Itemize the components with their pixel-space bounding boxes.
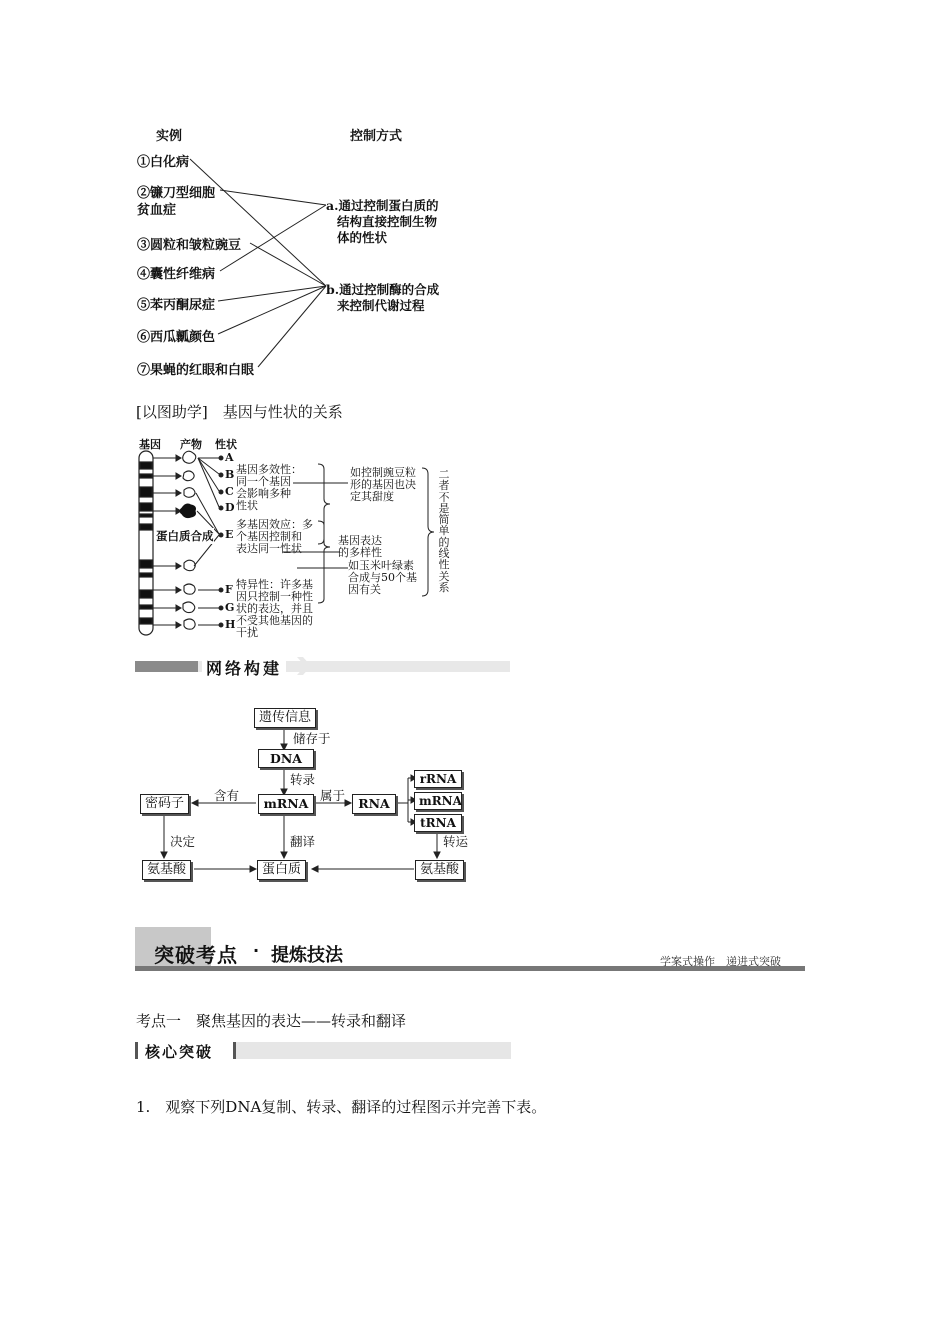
- vertical-char: 线: [438, 547, 450, 561]
- banner-title: 突破考点: [154, 943, 238, 967]
- example-pea-shape: ③圆粒和皱粒豌豆: [137, 238, 242, 253]
- core-header-bar: [235, 1042, 511, 1059]
- trait-e: E: [225, 528, 234, 541]
- fig1-header-mode: 控制方式: [350, 129, 403, 144]
- trait-b: B: [225, 468, 235, 481]
- node-rrna: rRNA: [414, 770, 462, 788]
- mode-b-line2: 来控制代谢过程: [337, 298, 425, 313]
- vertical-char: 不: [438, 490, 450, 504]
- example-sickle-cell: ②镰刀型细胞: [137, 186, 216, 201]
- core-title: 核心突破: [145, 1043, 214, 1061]
- vertical-char: 二: [438, 468, 450, 481]
- core-header-right-rule: [233, 1042, 236, 1059]
- topic-heading: 考点一 聚焦基因的表达——转录和翻译: [136, 1012, 407, 1030]
- diversity-line1: 基因表达: [338, 534, 382, 547]
- label-transcription: 转录: [290, 772, 316, 787]
- pleiotropy-line1: 基因多效性：: [236, 463, 302, 476]
- vertical-char: 关: [438, 569, 450, 583]
- node-mrna: mRNA: [258, 794, 314, 814]
- label-contains: 含有: [214, 788, 240, 803]
- specificity-line5: 干扰: [236, 626, 258, 639]
- node-genetic-info: 遗传信息: [254, 708, 316, 728]
- polygenic-example-line2: 合成与50个基: [348, 571, 417, 584]
- vertical-char: 的: [438, 535, 450, 549]
- banner-right-text: 学案式操作 递进式突破: [660, 955, 781, 968]
- polygenic-example-line1: 如玉米叶绿素: [348, 559, 414, 572]
- vertical-char: 是: [438, 501, 450, 515]
- diversity-line2: 的多样性: [338, 546, 382, 559]
- node-codon: 密码子: [140, 794, 189, 814]
- trait-a: A: [225, 451, 234, 464]
- trait-d: D: [225, 501, 235, 514]
- polygenic-line3: 表达同一性状: [236, 542, 302, 555]
- pleiotropy-line4: 性状: [236, 499, 258, 512]
- polygenic-example-line3: 因有关: [348, 583, 381, 596]
- fig1-header-example: 实例: [156, 129, 183, 144]
- label-stored-in: 储存于: [293, 731, 331, 746]
- label-decides: 决定: [170, 834, 196, 849]
- example-albinism: ①白化病: [137, 155, 190, 170]
- node-dna: DNA: [258, 749, 314, 768]
- pleiotropy-example-line2: 形的基因也决: [350, 478, 416, 491]
- polygenic-line2: 个基因控制和: [236, 530, 302, 543]
- pleiotropy-line2: 同一个基因: [236, 475, 291, 488]
- trait-f: F: [225, 583, 233, 596]
- trait-c: C: [225, 485, 234, 498]
- vertical-char: 系: [438, 580, 450, 594]
- specificity-line1: 特异性：许多基: [236, 578, 313, 591]
- pleiotropy-example-line3: 定其甜度: [350, 490, 394, 503]
- example-watermelon: ⑥西瓜瓤颜色: [137, 330, 216, 345]
- core-header-left-rule: [135, 1042, 138, 1059]
- vertical-char: 简: [438, 513, 450, 527]
- mode-b-line1: b.通过控制酶的合成: [326, 282, 440, 297]
- example-cystic-fibrosis: ④囊性纤维病: [137, 267, 216, 282]
- mode-a-line2: 结构直接控制生物: [337, 214, 438, 229]
- vertical-char: 性: [438, 558, 450, 572]
- node-rna: RNA: [352, 794, 396, 814]
- banner-dot: ·: [253, 941, 260, 960]
- network-title: 网络构建: [202, 656, 286, 679]
- specificity-line3: 状的表达，并且: [236, 602, 313, 615]
- fig2-header-product: 产物: [180, 438, 202, 451]
- label-transport: 转运: [443, 834, 469, 849]
- fig2-header-trait: 性状: [215, 438, 237, 451]
- figure-caption: [以图助学] 基因与性状的关系: [136, 403, 343, 421]
- question-text: 1. 观察下列DNA复制、转录、翻译的过程图示并完善下表。: [136, 1098, 547, 1116]
- label-translation: 翻译: [290, 834, 316, 849]
- fig2-header-gene: 基因: [139, 438, 161, 451]
- specificity-line2: 因只控制一种性: [236, 590, 313, 603]
- label-belongs-to: 属于: [320, 788, 346, 803]
- polygenic-line1: 多基因效应：多: [236, 518, 313, 531]
- node-amino-acid-right: 氨基酸: [415, 860, 464, 880]
- node-trna: tRNA: [414, 814, 462, 832]
- trait-g: G: [225, 601, 235, 614]
- protein-synthesis-label: 蛋白质合成: [156, 529, 214, 543]
- pleiotropy-line3: 会影响多种: [236, 487, 291, 500]
- trait-h: H: [225, 618, 236, 631]
- vertical-char: 单: [438, 524, 450, 538]
- vertical-char: 者: [438, 479, 450, 493]
- node-mrna-type: mRNA: [414, 792, 462, 810]
- banner-subtitle: 提炼技法: [271, 945, 343, 966]
- example-fruitfly-eye: ⑦果蝇的红眼和白眼: [137, 363, 255, 378]
- example-sickle-cell-cont: 贫血症: [137, 203, 177, 218]
- example-pku: ⑤苯丙酮尿症: [137, 298, 216, 313]
- node-amino-acid-left: 氨基酸: [142, 860, 191, 880]
- node-protein: 蛋白质: [257, 860, 306, 880]
- mode-a-line3: 体的性状: [337, 230, 388, 245]
- specificity-line4: 不受其他基因的: [236, 614, 313, 627]
- pleiotropy-example-line1: 如控制豌豆粒: [350, 466, 416, 479]
- mode-a-line1: a.通过控制蛋白质的: [326, 198, 439, 213]
